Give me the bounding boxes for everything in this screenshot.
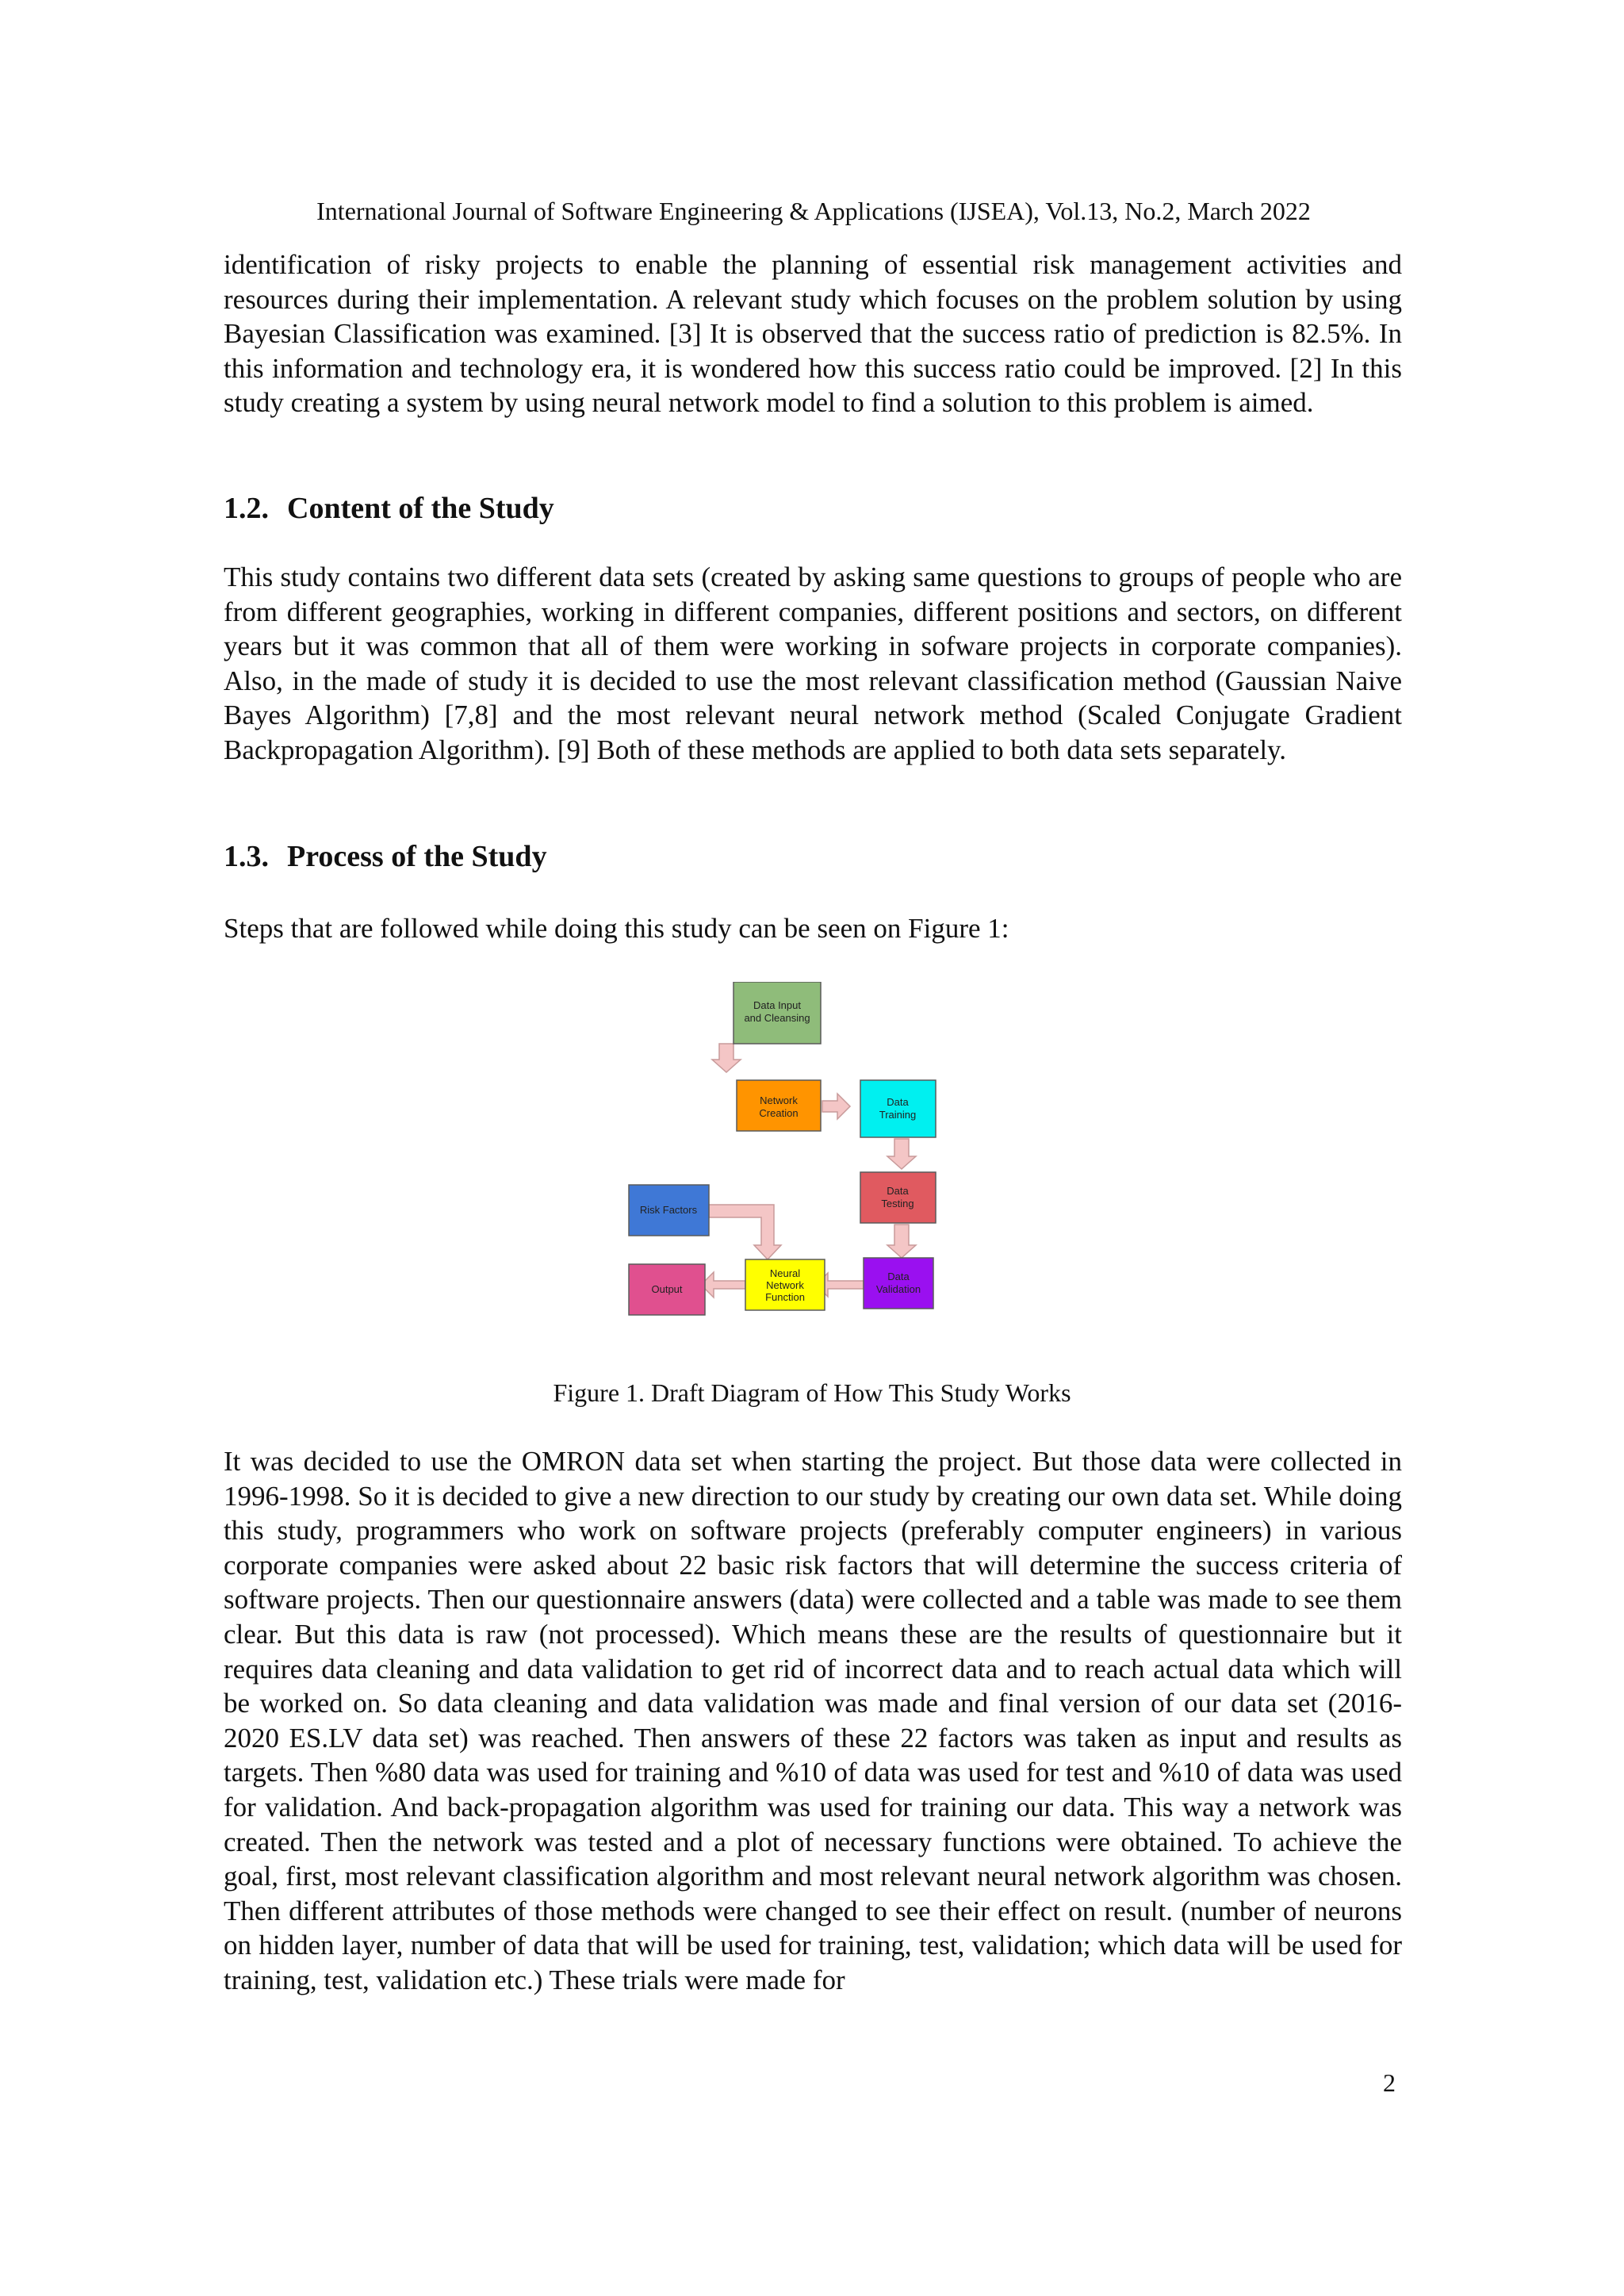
arrow-network-to-training (822, 1094, 850, 1119)
body-column-process (224, 911, 1402, 946)
node-label: Training (879, 1109, 917, 1121)
arrow-testing-to-validation (887, 1225, 916, 1258)
node-output (629, 1264, 705, 1315)
node-label: Neural (769, 1267, 801, 1279)
node-label: Network (766, 1279, 804, 1291)
paragraph-content: This study contains two different data sets (created by asking same questions to groups of people who are from different geographies, working in different companies, different positions and sectors, on different years but it was common that all of them were working in sofware projects in corporate companies). Also, in the made of study it is decided to use the most relevant classification method (Gaussian Naive Bayes Algorithm) [7,8] and the most relevant neural network method (Scaled Conjugate Gradient Backpropagation Algorithm). [9] Both of these methods are applied to both data sets separately. (224, 562, 1402, 765)
node-label: Data (887, 1185, 909, 1197)
node-data-training (860, 1080, 936, 1137)
section-number: 1.3. (224, 840, 269, 873)
node-label: Risk Factors (639, 1204, 698, 1216)
node-label: and Cleansing (744, 1012, 810, 1024)
node-risk-factors (629, 1185, 709, 1236)
node-label: Testing (881, 1198, 914, 1209)
node-label: Data (887, 1096, 909, 1108)
running-header: International Journal of Software Engineering & Applications (IJSEA), Vol.13, No.2, March 2022 (316, 197, 1311, 225)
page-number: 2 (1383, 2068, 1396, 2097)
body-column-bottom (224, 1444, 1402, 1998)
paragraph-process: Steps that are followed while doing this study can be seen on Figure 1: (224, 913, 1009, 944)
section-heading-process (224, 839, 547, 874)
arrow-risk-to-function (709, 1205, 781, 1259)
node-data-testing (860, 1172, 936, 1223)
node-label: Network (760, 1094, 798, 1106)
section-title: Content of the Study (287, 492, 554, 525)
arrow-input-to-network (712, 1044, 741, 1072)
arrow-function-to-output (701, 1272, 745, 1297)
section-title: Process of the Study (287, 840, 547, 873)
node-network-creation (737, 1080, 821, 1131)
body-column-top (224, 247, 1402, 420)
section-number: 1.2. (224, 492, 269, 525)
body-column-content (224, 560, 1402, 768)
node-label: Data (887, 1271, 910, 1282)
node-label: Output (651, 1283, 683, 1295)
figure-caption: Figure 1. Draft Diagram of How This Study Works (553, 1378, 1071, 1407)
section-heading-content (224, 491, 554, 526)
node-label: Creation (759, 1107, 799, 1119)
node-label: Data Input (753, 999, 801, 1011)
node-data-validation (864, 1258, 933, 1309)
arrow-training-to-testing (887, 1139, 916, 1169)
node-neural-network-function (745, 1259, 825, 1310)
node-label: Function (765, 1291, 805, 1303)
paragraph-omron: It was decided to use the OMRON data set when starting the project. But those data were collected in 1996-1998. So it is decided to give a new direction to our study by creating our own data set. While doing this study, programmers who work on software projects (preferably computer engineers) in various corporate companies were asked about 22 basic risk factors that will determine the success criteria of software projects. Then our questionnaire answers (data) were collected and a table was made to see them clear. But this data is raw (not processed). Which means these are the results of questionnaire but it requires data cleaning and data validation to get rid of incorrect data and to reach actual data which will be worked on. So data cleaning and data validation was made and final version of our data set (2016-2020 ES.LV data set) was reached. Then answers of these 22 factors was taken as input and results as targets. Then %80 data was used for training and %10 of data was used for test and %10 of data was used for validation. And back-propagation algorithm was used for training our data. This way a network was created. Then the network was tested and a plot of necessary functions were obtained. To achieve the goal, first, most relevant classification algorithm and most relevant neural network algorithm was chosen. Then different attributes of those methods were changed to see their effect on result. (number of neurons on hidden layer, number of data that will be used for training, test, validation; which data will be used for training, test, validation etc.) These trials were made for (224, 1446, 1402, 1995)
node-data-input (733, 982, 821, 1044)
node-label: Validation (875, 1283, 921, 1295)
paragraph-intro: identification of risky projects to enable the planning of essential risk management activities and resources during their implementation. A relevant study which focuses on the problem solution by using Bayesian Classification was examined. [3] It is observed that the success ratio of prediction is 82.5%. In this information and technology era, it is wondered how this success ratio could be improved. [2] In this study creating a system by using neural network model to find a solution to this problem is aimed. (224, 249, 1402, 419)
figure-1-diagram (625, 982, 944, 1319)
